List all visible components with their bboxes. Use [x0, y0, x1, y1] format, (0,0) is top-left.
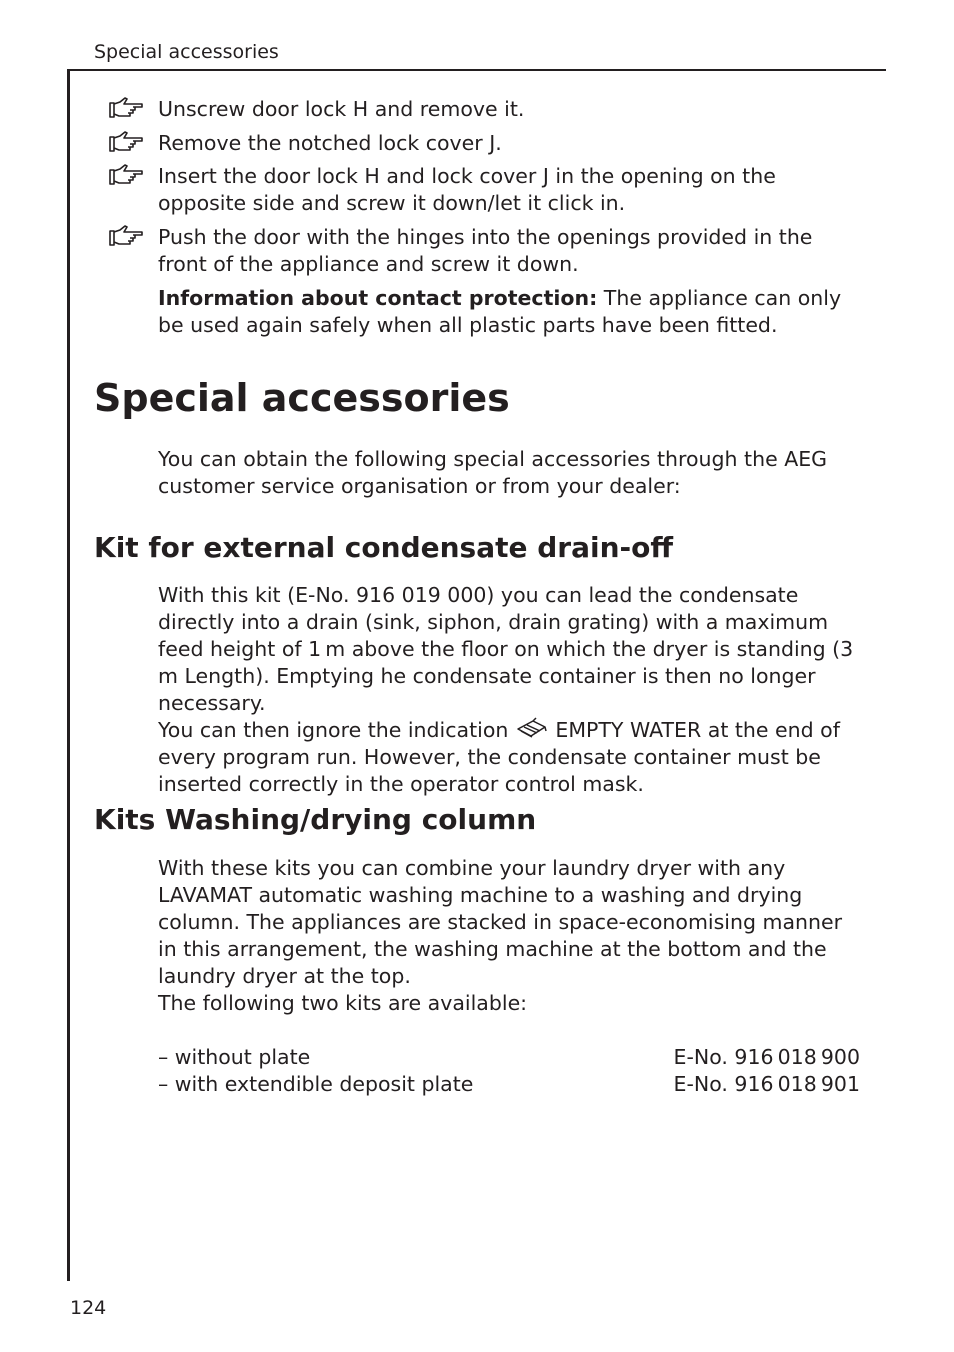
kit-column-para1: With these kits you can combine your laundry dryer with any LAVAMAT automatic washing machine to a washing and drying column. The appliances are stacked in space-economising manner in this arrangement, the washing machine at the bottom and the laundry dryer at the top.	[158, 856, 843, 988]
step-text: Unscrew door lock H and remove it.	[158, 97, 525, 121]
step-text: Insert the door lock H and lock cover J in the opening on the opposite side and screw it down/let it click in.	[158, 164, 776, 215]
kit-number: E-No. 916 018 900	[673, 1045, 860, 1069]
section-title: Special accessories	[94, 376, 510, 420]
contact-protection-note	[158, 285, 863, 339]
pointing-hand-icon	[108, 97, 148, 119]
page-number: 124	[70, 1297, 107, 1319]
kit-drain-heading: Kit for external condensate drain-off	[94, 531, 674, 564]
kit-column-description	[158, 855, 863, 1017]
kit-name: – without plate	[158, 1045, 311, 1069]
kit-list-item	[158, 1071, 860, 1098]
kit-drain-para2-end: EMPTY WATER at the end of every program run. However, the condensate container must be inserted correctly in the operator control mask.	[158, 718, 840, 796]
kit-name: – with extendible deposit plate	[158, 1072, 474, 1096]
margin-rule	[67, 69, 70, 1281]
kit-list-item	[158, 1044, 860, 1071]
section-intro: You can obtain the following special accessories through the AEG customer service organisation or from your dealer:	[158, 447, 828, 498]
kit-drain-para2-start: You can then ignore the indication	[158, 718, 515, 742]
kit-drain-para1: With this kit (E-No. 916 019 000) you can lead the condensate directly into a drain (sink, siphon, drain grating) with a maximum feed height of 1 m above the floor on which the dryer is standing (3 m Length). Emptying he condensate container is then no longer necessary.	[158, 583, 858, 715]
running-header: Special accessories	[94, 41, 279, 63]
pointing-hand-icon	[108, 225, 148, 247]
header-rule	[68, 69, 886, 71]
kit-drain-description	[158, 582, 863, 798]
kit-column-heading: Kits Washing/drying column	[94, 803, 537, 836]
pointing-hand-icon	[108, 131, 148, 153]
kit-number: E-No. 916 018 901	[673, 1072, 860, 1096]
step-text: Push the door with the hinges into the openings provided in the front of the appliance and screw it down.	[158, 225, 813, 276]
empty-water-icon	[515, 717, 549, 741]
pointing-hand-icon	[108, 164, 148, 186]
kit-column-para2: The following two kits are available:	[158, 991, 528, 1015]
note-label: Information about contact protection:	[158, 286, 598, 310]
note-text: The appliance can only be used again safely when all plastic parts have been fitted.	[158, 286, 842, 337]
step-text: Remove the notched lock cover J.	[158, 131, 502, 155]
